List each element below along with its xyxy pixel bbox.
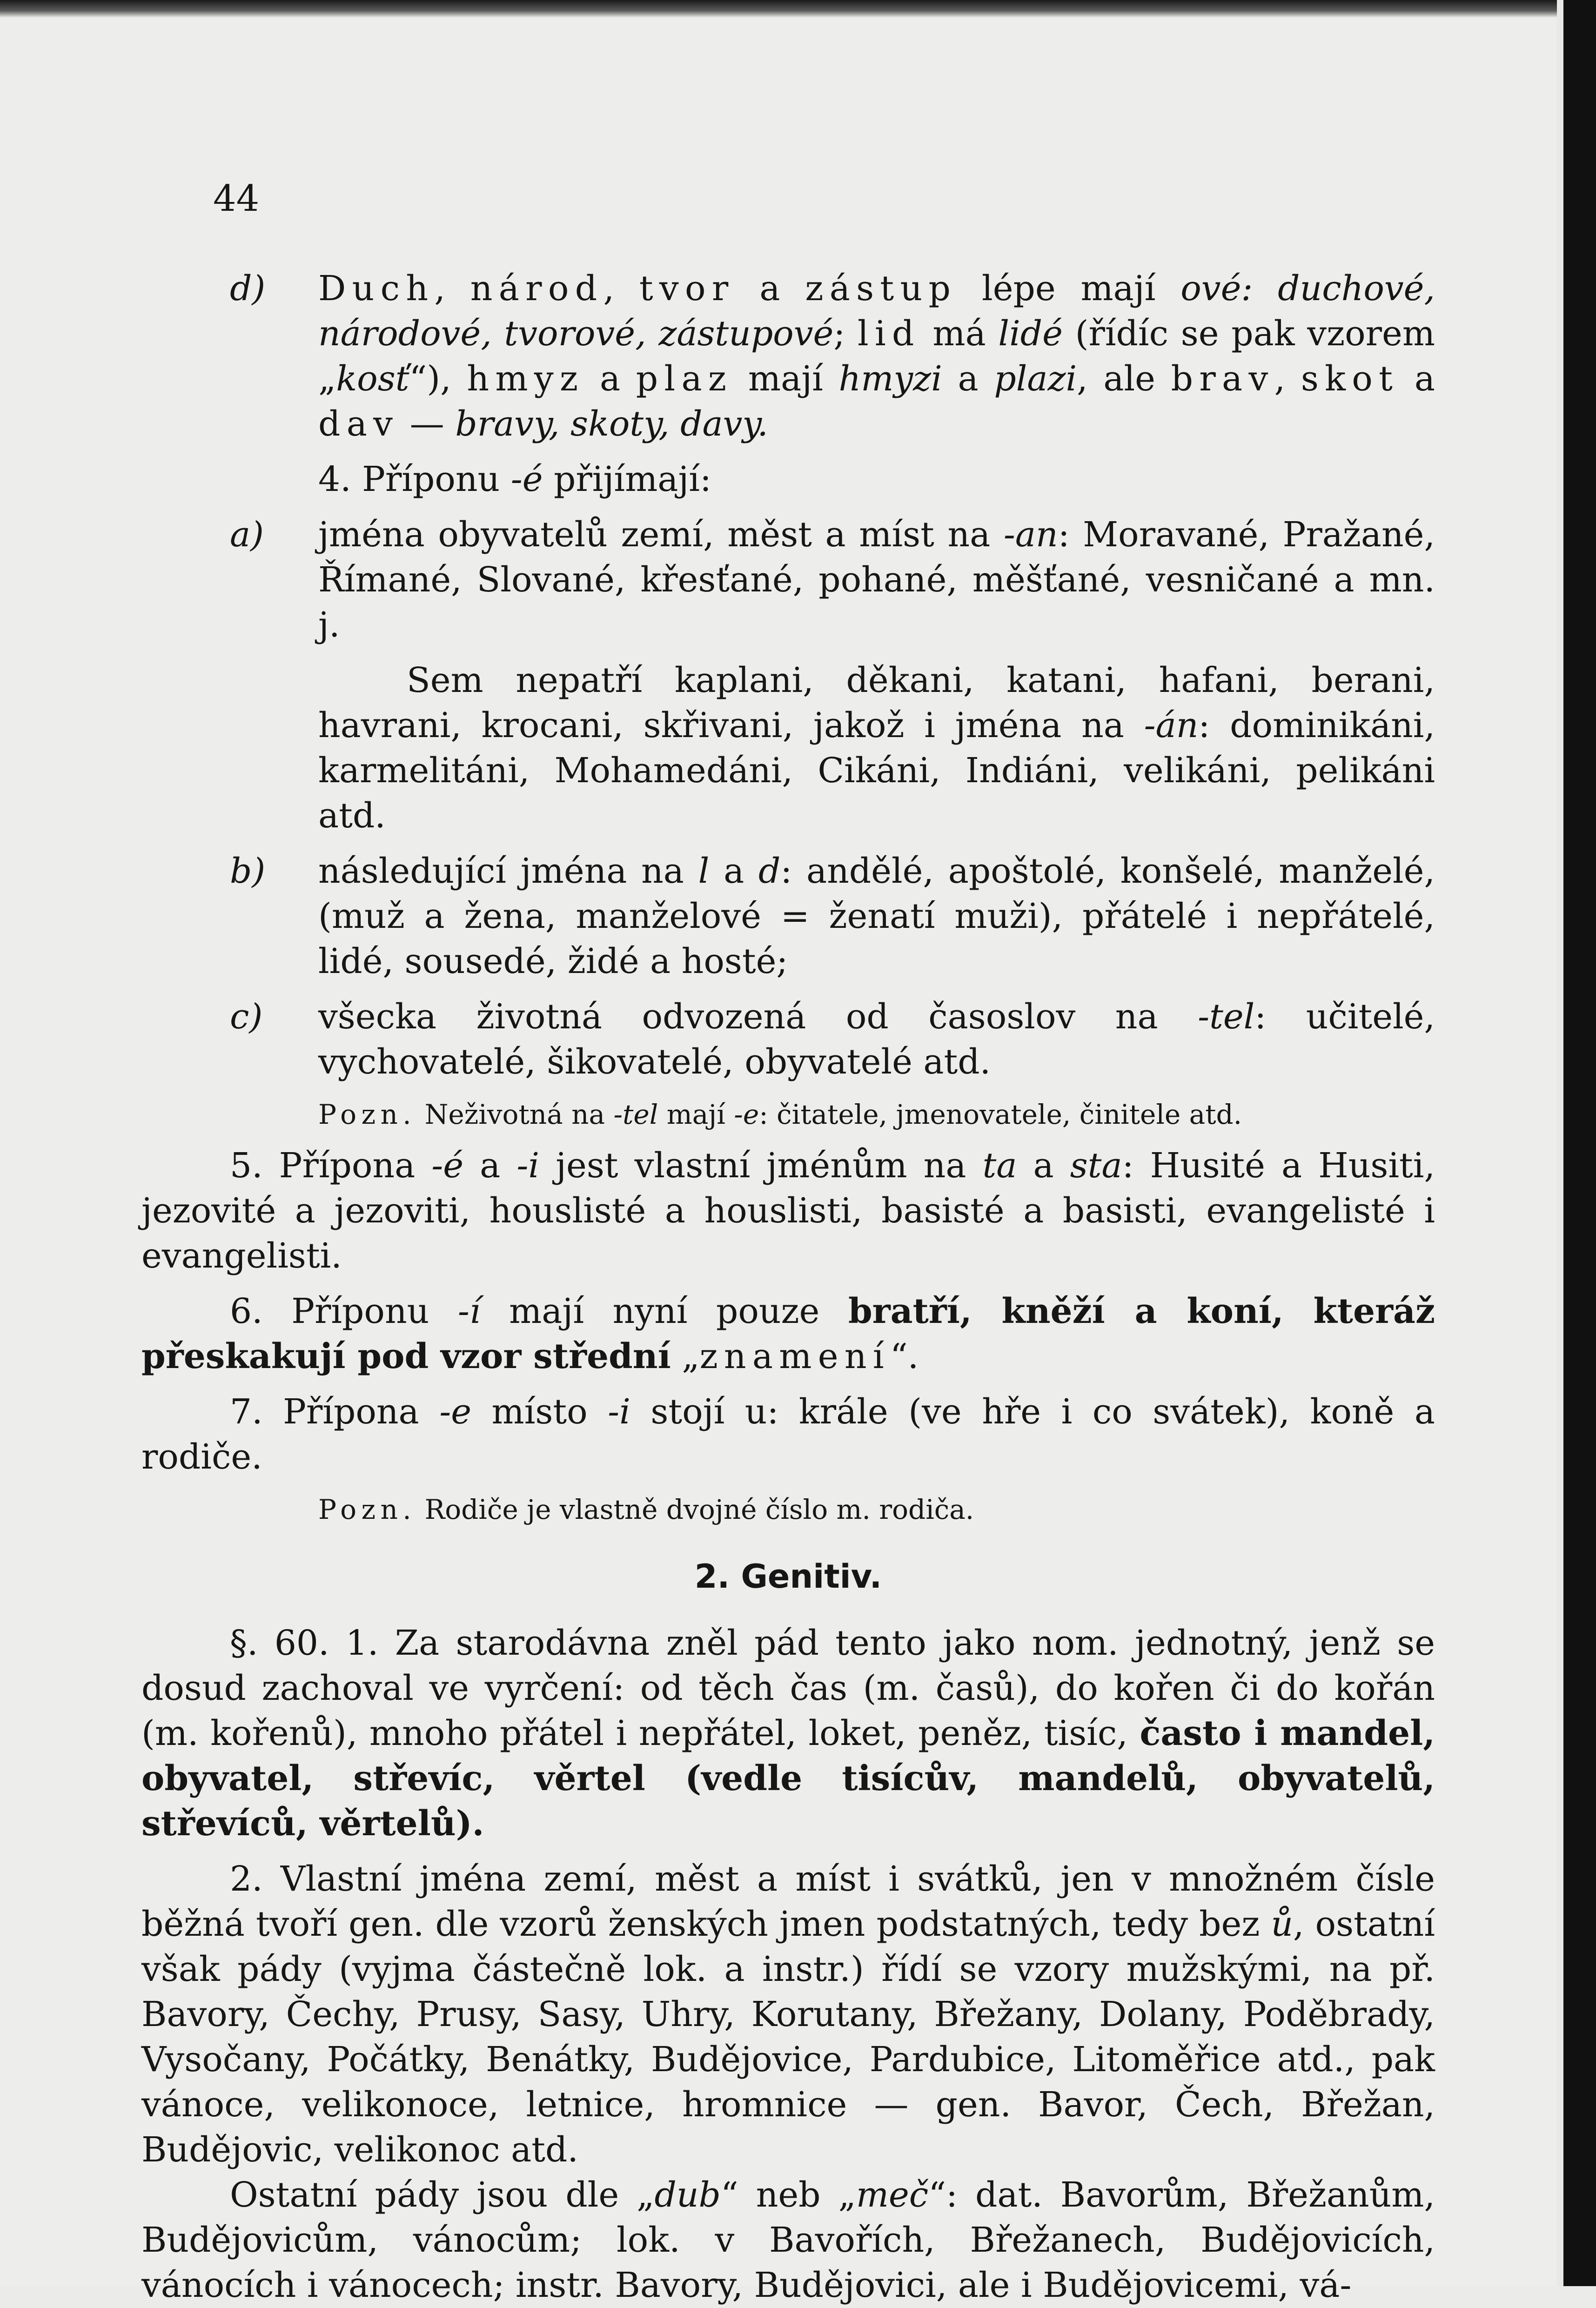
text: 7. Přípona (230, 1392, 440, 1432)
page-body (141, 266, 1435, 2308)
text: „ (671, 1336, 700, 1376)
section-d-label: d) (230, 268, 266, 309)
section-d (230, 266, 1435, 447)
paragraph-60-3 (141, 2173, 1435, 2308)
text: jest vlastní jménům na (539, 1146, 983, 1186)
text: (řídíc se pak vzorem „ (318, 314, 1435, 399)
text: stojí u: krále (ve hře i co svátek), koně a rodiče. (141, 1392, 1435, 1477)
italic-text: -an (1003, 515, 1058, 555)
text: jména obyvatelů zemí, měst a míst na (318, 515, 1004, 555)
text: lépe mají (957, 268, 1181, 309)
note-label: Pozn. (318, 1494, 416, 1525)
section-heading: 2. Genitiv. (694, 1557, 882, 1596)
word: dav (318, 404, 399, 444)
text: a (1399, 359, 1435, 399)
italic-text: lidé (998, 314, 1063, 354)
text: mají nyní pouze (480, 1291, 848, 1331)
word: plaz (636, 359, 733, 399)
text: Rodiče je vlastně dvojné číslo m. rodiča. (416, 1494, 974, 1525)
italic-text: -í (457, 1291, 481, 1331)
italic-text: -é (510, 459, 543, 499)
text: Sem nepatří kaplani, děkani, katani, hafani, berani, havrani, krocani, skřivani, jakož i jména na (318, 660, 1435, 745)
word: národ (470, 268, 604, 309)
text: místo (471, 1392, 608, 1432)
text: a (734, 268, 805, 309)
word: zástup (805, 268, 957, 309)
item-4a-note (230, 658, 1435, 839)
page-number: 44 (213, 178, 260, 220)
text: 6. Příponu (230, 1291, 458, 1331)
italic-text: -é (431, 1146, 464, 1186)
text: §. 60. 1. Za starodávna zněl pád tento jako nom. jednotný, jenž se dosud zachoval ve vyrčení: od těch čas (m. časů), do kořen či do kořán (m. kořenů), mnoho přátel i nepřátel, loket, peněz, tisíc, (141, 1623, 1435, 1753)
text: , ale (1077, 359, 1171, 399)
text: mají (658, 1099, 734, 1130)
text: — (399, 404, 456, 444)
italic-text: -i (608, 1392, 630, 1432)
text: , (1274, 359, 1301, 399)
scan-top-edge (0, 0, 1596, 18)
bold-text: často i mandel, obyvatel, střevíc, věrtel (vedle tisícův, mandelů, obyvatelů, střevíců, věrtelů). (141, 1713, 1435, 1844)
text: všecka životná odvozená od časoslov na (318, 997, 1198, 1037)
text: “. (890, 1336, 919, 1376)
text: , ostatní však pády (vyjma částečně lok. a instr.) řídí se vzory mužskými, na př. Bavory, Čechy, Prusy, Sasy, Uhry, Korutany, Břežany, Dolany, Poděbrady, Vysočany, Počátky, Benátky, Budějovice, Pardubice, Litoměřice atd., pak vánoce, velikonoce, letnice, hromnice — gen. Bavor, Čech, Břežan, Budějovic, velikonoc atd. (141, 1904, 1435, 2170)
text: : Husité a Husiti, jezovité a jezoviti, houslisté a houslisti, basisté a basisti, evangelisté i evangelisti. (141, 1146, 1435, 1276)
item-7 (141, 1389, 1435, 1480)
text: a (709, 851, 758, 891)
word: tvor (639, 268, 735, 309)
item-4b (230, 849, 1435, 984)
italic-text: -e (734, 1099, 759, 1130)
scan-right-edge (1563, 0, 1596, 2286)
text: , (603, 268, 639, 309)
italic-text: dub (654, 2175, 721, 2215)
text: 5. Přípona (230, 1146, 432, 1186)
text: : andělé, apoštolé, konšelé, manželé, (muž a žena, manželové = ženatí muži), přátelé i nepřátelé, lidé, sousedé, židé a hosté; (318, 851, 1435, 981)
italic-text: -e (439, 1392, 471, 1432)
text: 2. Vlastní jména zemí, měst a míst i svátků, jen v množném čísle běžná tvoří gen. dle vzorů ženských jmen podstatných, tedy bez (141, 1859, 1435, 1944)
word: lid (858, 314, 920, 354)
italic-text: -tel (613, 1099, 658, 1130)
text: a (942, 359, 994, 399)
item-4b-label: b) (230, 851, 266, 891)
text: : čitatele, jmenovatele, činitele atd. (759, 1099, 1242, 1130)
text: a (463, 1146, 517, 1186)
word: Duch (318, 268, 435, 309)
italic-text: ové: duchové, národové, tvorové, zástupové (318, 268, 1435, 354)
italic-text: sta (1070, 1146, 1122, 1186)
item-7-note (230, 1491, 1435, 1528)
italic-text: plazi (994, 359, 1077, 399)
item-4-heading (230, 457, 1435, 502)
text: : dominikáni, karmelitáni, Mohamedáni, Cikáni, Indiáni, velikáni, pelikáni atd. (318, 705, 1435, 836)
text: mají (732, 359, 839, 399)
italic-text: -án (1144, 705, 1199, 745)
item-4a-label: a) (230, 515, 264, 555)
paragraph-60-1 (141, 1621, 1435, 1846)
text: : Moravané, Pražané, Římané, Slované, křesťané, pohané, měšťané, vesničané a mn. j. (318, 515, 1435, 645)
text: má (920, 314, 999, 354)
italic-text: -tel (1198, 997, 1255, 1037)
italic-text: bravy, skoty, davy. (455, 404, 768, 444)
text: Ostatní pády jsou dle „ (230, 2175, 655, 2215)
item-4a (230, 512, 1435, 648)
italic-text: d (758, 851, 781, 891)
italic-text: kosť (336, 359, 409, 399)
italic-text: ů (1271, 1904, 1293, 1944)
italic-text: ta (982, 1146, 1017, 1186)
text: “ neb „ (720, 2175, 856, 2215)
text: ; (833, 314, 858, 354)
italic-text: l (698, 851, 710, 891)
word: hmyz (467, 359, 584, 399)
text: přijímají: (543, 459, 711, 499)
word: brav (1171, 359, 1274, 399)
text: “), (409, 359, 467, 399)
text: Neživotná na (416, 1099, 614, 1130)
text: a (584, 359, 636, 399)
text: : učitelé, vychovatelé, šikovatelé, obyvatelé atd. (318, 997, 1435, 1082)
word: znamení (699, 1336, 890, 1376)
italic-text: meč (856, 2175, 929, 2215)
text: “: dat. Bavorům, Břežanům, Budějovicům, vánocům; lok. v Bavořích, Břežanech, Budějovicích, vánocích i vánocech; instr. Bavory, Budějovici, ale i Budějovicemi, vá- (141, 2175, 1435, 2305)
item-5 (141, 1143, 1435, 1279)
note-label: Pozn. (318, 1099, 416, 1130)
italic-text: -i (516, 1146, 540, 1186)
text: a (1017, 1146, 1070, 1186)
item-4c (230, 994, 1435, 1085)
paragraph-60-2 (141, 1857, 1435, 2173)
text: , (434, 268, 470, 309)
bold-text: bratří, kněží a koní, kteráž přeskakují pod vzor střední (141, 1291, 1435, 1376)
scan-right-margin (1557, 0, 1563, 2286)
item-4c-label: c) (230, 997, 263, 1037)
italic-text: hmyzi (838, 359, 942, 399)
text: 4. Příponu (318, 459, 511, 499)
item-6 (141, 1289, 1435, 1379)
item-4-note (230, 1096, 1435, 1133)
word: skot (1301, 359, 1399, 399)
text: následující jména na (318, 851, 698, 891)
